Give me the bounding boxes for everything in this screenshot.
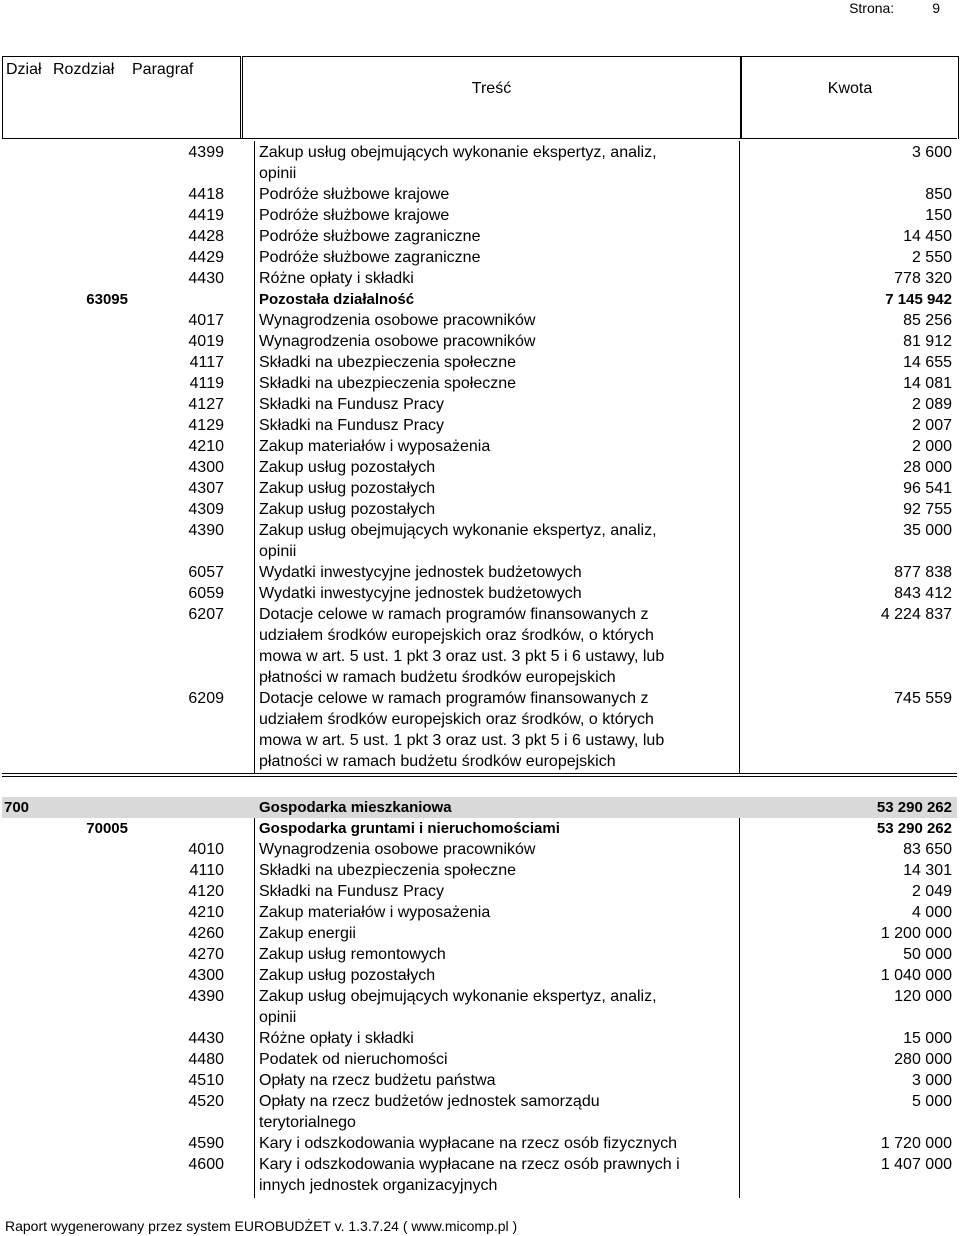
tresc-cell: Pozostała działalność (259, 291, 415, 308)
table-row (2, 583, 957, 604)
paragraf-cell: 4019 (188, 333, 224, 350)
table-row (2, 205, 957, 226)
paragraf-cell: 6207 (188, 606, 224, 623)
kwota-cell: 1 040 000 (880, 967, 952, 984)
header-rozdzial: Rozdział (53, 61, 115, 78)
table-row (2, 902, 957, 923)
header-dzial: Dział (6, 61, 42, 78)
table-row (2, 394, 957, 415)
table-row (2, 1154, 957, 1196)
kwota-cell: 35 000 (903, 522, 952, 539)
table-row (2, 944, 957, 965)
table-row (2, 839, 957, 860)
header-divider (2, 138, 957, 139)
tresc-cell: Kary i odszkodowania wypłacane na rzecz osób fizycznych (259, 1135, 677, 1152)
kwota-cell: 1 407 000 (880, 1156, 952, 1173)
tresc-cell: Zakup usług obejmujących wykonanie ekspertyz, analiz, opinii (259, 988, 657, 1026)
kwota-cell: 1 200 000 (880, 925, 952, 942)
table-row (2, 1049, 957, 1070)
kwota-cell: 14 301 (903, 862, 952, 879)
tresc-cell: Zakup usług pozostałych (259, 967, 436, 984)
kwota-cell: 28 000 (903, 459, 952, 476)
tresc-cell: Podróże służbowe zagraniczne (259, 249, 481, 266)
block-divider (2, 776, 957, 777)
subsection-row (2, 289, 957, 310)
kwota-cell: 3 000 (911, 1072, 952, 1089)
kwota-cell: 4 224 837 (880, 606, 952, 623)
tresc-cell: Gospodarka gruntami i nieruchomościami (259, 820, 560, 837)
paragraf-cell: 4010 (188, 841, 224, 858)
tresc-cell: Różne opłaty i składki (259, 270, 414, 287)
kwota-cell: 85 256 (903, 312, 952, 329)
kwota-cell: 2 550 (911, 249, 952, 266)
tresc-cell: Dotacje celowe w ramach programów finansowanych z udziałem środków europejskich oraz środków, o których mowa w art. 5 ust. 1 pkt 3 oraz ust. 3 pkt 5 i 6 ustawy, lub płatności w ramach budżetu środków europejskich (259, 690, 665, 770)
paragraf-cell: 4510 (188, 1072, 224, 1089)
page-label: Strona: (849, 0, 895, 16)
paragraf-cell: 4260 (188, 925, 224, 942)
paragraf-cell: 4480 (188, 1051, 224, 1068)
paragraf-cell: 4300 (188, 967, 224, 984)
paragraf-cell: 4300 (188, 459, 224, 476)
tresc-cell: Podróże służbowe krajowe (259, 186, 450, 203)
tresc-cell: Wynagrodzenia osobowe pracowników (259, 333, 536, 350)
paragraf-cell: 4210 (188, 904, 224, 921)
table-row (2, 373, 957, 394)
page-number (849, 0, 940, 20)
kwota-cell: 1 720 000 (880, 1135, 952, 1152)
paragraf-cell: 4017 (188, 312, 224, 329)
paragraf-cell: 4210 (188, 438, 224, 455)
kwota-cell: 778 320 (894, 270, 952, 287)
kwota-cell: 53 290 262 (876, 799, 952, 816)
paragraf-cell: 4590 (188, 1135, 224, 1152)
table-row (2, 1091, 957, 1133)
tresc-cell: Opłaty na rzecz budżetu państwa (259, 1072, 496, 1089)
table-row (2, 436, 957, 457)
tresc-cell: Zakup usług pozostałych (259, 459, 436, 476)
kwota-cell: 53 290 262 (876, 820, 952, 837)
tresc-cell: Zakup usług remontowych (259, 946, 446, 963)
kwota-cell: 96 541 (903, 480, 952, 497)
tresc-cell: Opłaty na rzecz budżetów jednostek samorządu terytorialnego (259, 1093, 600, 1131)
kwota-cell: 5 000 (911, 1093, 952, 1110)
kwota-cell: 92 755 (903, 501, 952, 518)
kwota-cell: 7 145 942 (885, 291, 952, 308)
section-row (2, 797, 957, 818)
table-row (2, 1028, 957, 1049)
paragraf-cell: 4419 (188, 207, 224, 224)
paragraf-cell: 4119 (189, 375, 224, 392)
table-row (2, 184, 957, 205)
tresc-cell: Zakup usług pozostałych (259, 480, 436, 497)
tresc-cell: Zakup materiałów i wyposażenia (259, 904, 491, 921)
tresc-cell: Składki na Fundusz Pracy (259, 883, 444, 900)
table-row (2, 923, 957, 944)
kwota-cell: 877 838 (894, 564, 952, 581)
header-tresc: Treść (471, 80, 512, 97)
paragraf-cell: 4520 (188, 1093, 224, 1110)
rozdzial-cell: 70005 (86, 820, 128, 837)
tresc-cell: Składki na Fundusz Pracy (259, 417, 444, 434)
kwota-cell: 3 600 (911, 144, 952, 161)
table-row (2, 457, 957, 478)
kwota-cell: 2 049 (911, 883, 952, 900)
rozdzial-cell: 63095 (86, 291, 128, 308)
tresc-cell: Wydatki inwestycyjne jednostek budżetowych (259, 564, 582, 581)
header-kwota-cell (741, 56, 959, 139)
block-divider (2, 773, 957, 774)
table-row (2, 688, 957, 772)
tresc-cell: Składki na ubezpieczenia społeczne (259, 354, 517, 371)
kwota-cell: 150 (925, 207, 952, 224)
tresc-cell: Składki na ubezpieczenia społeczne (259, 862, 517, 879)
table-row (2, 142, 957, 184)
table-row (2, 520, 957, 562)
paragraf-cell: 4600 (188, 1156, 224, 1173)
kwota-cell: 843 412 (894, 585, 952, 602)
paragraf-cell: 4120 (188, 883, 224, 900)
table-row (2, 860, 957, 881)
tresc-cell: Zakup usług obejmujących wykonanie ekspertyz, analiz, opinii (259, 522, 657, 560)
kwota-cell: 14 450 (903, 228, 952, 245)
table-row (2, 1070, 957, 1091)
paragraf-cell: 4399 (188, 144, 224, 161)
tresc-cell: Podróże służbowe zagraniczne (259, 228, 481, 245)
paragraf-cell: 6059 (188, 585, 224, 602)
subsection-row (2, 818, 957, 839)
kwota-cell: 83 650 (903, 841, 952, 858)
tresc-cell: Podatek od nieruchomości (259, 1051, 448, 1068)
table-row (2, 226, 957, 247)
tresc-cell: Zakup energii (259, 925, 356, 942)
table-row (2, 268, 957, 289)
header-kwota: Kwota (827, 80, 873, 97)
paragraf-cell: 4270 (188, 946, 224, 963)
header-codes (2, 56, 241, 139)
kwota-cell: 2 007 (911, 417, 952, 434)
kwota-cell: 280 000 (894, 1051, 952, 1068)
table-row (2, 965, 957, 986)
kwota-cell: 50 000 (903, 946, 952, 963)
paragraf-cell: 4390 (188, 522, 224, 539)
tresc-cell: Kary i odszkodowania wypłacane na rzecz osób prawnych i innych jednostek organizacyjnych (259, 1156, 680, 1194)
table-row (2, 478, 957, 499)
tresc-cell: Zakup usług obejmujących wykonanie ekspertyz, analiz, opinii (259, 144, 657, 182)
paragraf-cell: 4430 (188, 270, 224, 287)
tresc-cell: Wydatki inwestycyjne jednostek budżetowych (259, 585, 582, 602)
kwota-cell: 120 000 (894, 988, 952, 1005)
kwota-cell: 81 912 (903, 333, 952, 350)
tresc-cell: Dotacje celowe w ramach programów finansowanych z udziałem środków europejskich oraz środków, o których mowa w art. 5 ust. 1 pkt 3 oraz ust. 3 pkt 5 i 6 ustawy, lub płatności w ramach budżetu środków europejskich (259, 606, 665, 686)
table-row (2, 247, 957, 268)
paragraf-cell: 4418 (188, 186, 224, 203)
tresc-cell: Składki na ubezpieczenia społeczne (259, 375, 517, 392)
page-value: 9 (932, 0, 940, 16)
budget-table-block-2 (2, 797, 957, 1196)
tresc-cell: Różne opłaty i składki (259, 1030, 414, 1047)
table-row (2, 415, 957, 436)
tresc-cell: Zakup materiałów i wyposażenia (259, 438, 491, 455)
paragraf-cell: 6209 (188, 690, 224, 707)
tresc-cell: Zakup usług pozostałych (259, 501, 436, 518)
paragraf-cell: 4117 (189, 354, 224, 371)
header-tresc-cell (242, 56, 741, 139)
paragraf-cell: 4428 (188, 228, 224, 245)
kwota-cell: 15 000 (903, 1030, 952, 1047)
paragraf-cell: 4429 (188, 249, 224, 266)
kwota-cell: 2 000 (911, 438, 952, 455)
header-paragraf: Paragraf (132, 61, 194, 78)
paragraf-cell: 4309 (188, 501, 224, 518)
table-row (2, 881, 957, 902)
paragraf-cell: 4129 (188, 417, 224, 434)
tresc-cell: Składki na Fundusz Pracy (259, 396, 444, 413)
table-row (2, 352, 957, 373)
kwota-cell: 4 000 (911, 904, 952, 921)
tresc-cell: Wynagrodzenia osobowe pracowników (259, 841, 536, 858)
kwota-cell: 745 559 (894, 690, 952, 707)
table-row (2, 331, 957, 352)
table-row (2, 986, 957, 1028)
table-row (2, 562, 957, 583)
paragraf-cell: 4307 (188, 480, 224, 497)
kwota-cell: 2 089 (911, 396, 952, 413)
table-row (2, 1133, 957, 1154)
kwota-cell: 850 (925, 186, 952, 203)
paragraf-cell: 4127 (188, 396, 224, 413)
table-row (2, 310, 957, 331)
table-row (2, 604, 957, 688)
budget-table-block-1 (2, 142, 957, 772)
kwota-cell: 14 655 (903, 354, 952, 371)
dzial-cell: 700 (4, 799, 30, 816)
table-row (2, 499, 957, 520)
tresc-cell: Podróże służbowe krajowe (259, 207, 450, 224)
paragraf-cell: 4110 (189, 862, 224, 879)
paragraf-cell: 6057 (188, 564, 224, 581)
tresc-cell: Gospodarka mieszkaniowa (259, 799, 452, 816)
paragraf-cell: 4430 (188, 1030, 224, 1047)
kwota-cell: 14 081 (903, 375, 952, 392)
report-footer: Raport wygenerowany przez system EUROBUDŻET v. 1.3.7.24 ( www.micomp.pl ) (5, 1218, 518, 1234)
paragraf-cell: 4390 (188, 988, 224, 1005)
tresc-cell: Wynagrodzenia osobowe pracowników (259, 312, 536, 329)
